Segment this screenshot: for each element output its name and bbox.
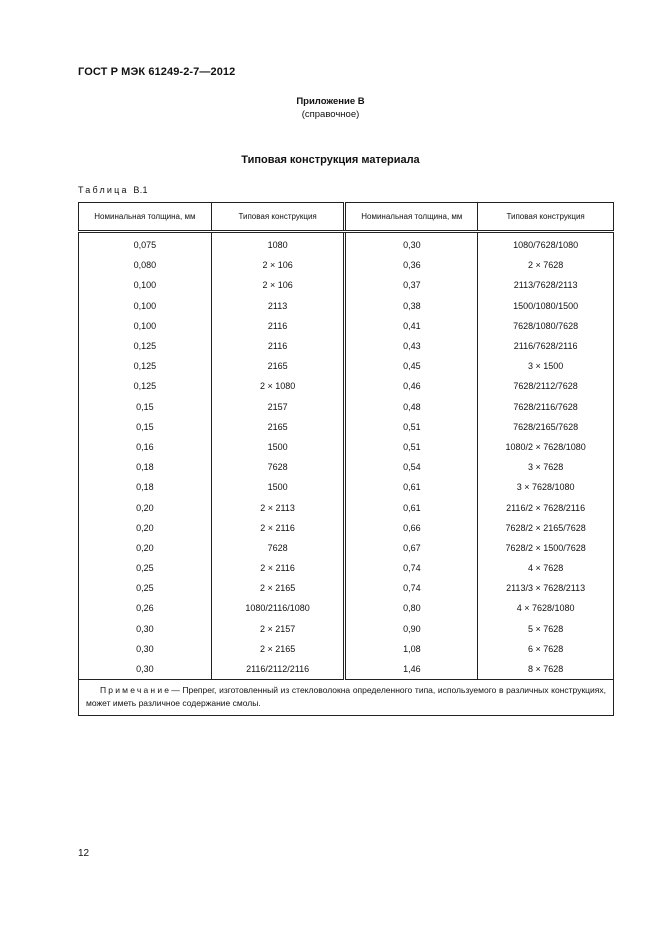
table-row — [79, 255, 614, 275]
table-row — [79, 578, 614, 598]
table-row — [79, 659, 614, 680]
table-body — [79, 232, 614, 716]
table-cell: 1500 — [211, 437, 345, 457]
table-row — [79, 437, 614, 457]
table-cell: 0,43 — [345, 336, 478, 356]
table-row — [79, 356, 614, 376]
table-row — [79, 598, 614, 618]
table-cell: 0,74 — [345, 578, 478, 598]
thickness-table — [78, 202, 614, 716]
table-note — [79, 680, 614, 716]
table-cell: 1,46 — [345, 659, 478, 680]
table-row — [79, 275, 614, 295]
table-cell: 7628/2165/7628 — [478, 417, 614, 437]
table-cell: 0,20 — [79, 497, 212, 517]
table-cell: 0,075 — [79, 232, 212, 256]
table-caption — [78, 185, 148, 195]
table-cell: 0,100 — [79, 296, 212, 316]
annex-type: (справочное) — [301, 109, 360, 120]
table-cell: 7628/2 × 2165/7628 — [478, 518, 614, 538]
table-cell: 0,080 — [79, 255, 212, 275]
table-row — [79, 296, 614, 316]
page-title: Типовая конструкция материала — [241, 154, 420, 166]
table-cell: 2116/2 × 7628/2116 — [478, 497, 614, 517]
table-row — [79, 538, 614, 558]
column-header: Номинальная толщина, мм — [345, 203, 478, 232]
table-cell: 2165 — [211, 356, 345, 376]
table-cell: 1080/2 × 7628/1080 — [478, 437, 614, 457]
table-cell: 0,125 — [79, 356, 212, 376]
table-cell: 2 × 2165 — [211, 578, 345, 598]
table-row — [79, 417, 614, 437]
table-cell: 2 × 2157 — [211, 619, 345, 639]
table-row — [79, 376, 614, 396]
table-cell: 0,45 — [345, 356, 478, 376]
table-row — [79, 232, 614, 256]
note-label: Примечание — [100, 685, 172, 696]
table-cell: 2165 — [211, 417, 345, 437]
table-cell: 0,80 — [345, 598, 478, 618]
table-cell: 0,16 — [79, 437, 212, 457]
table-cell: 0,25 — [79, 578, 212, 598]
table-cell: 2 × 7628 — [478, 255, 614, 275]
table-cell: 3 × 7628/1080 — [478, 477, 614, 497]
table-cell: 8 × 7628 — [478, 659, 614, 680]
table-cell: 2113 — [211, 296, 345, 316]
annex-title: Приложение В — [296, 96, 365, 107]
table-cell: 0,61 — [345, 497, 478, 517]
table-row — [79, 639, 614, 659]
table-cell: 1080 — [211, 232, 345, 256]
table-cell: 2 × 106 — [211, 255, 345, 275]
table-cell: 0,74 — [345, 558, 478, 578]
note-text: — Препрег, изготовленный из стекловолокна определенного типа, используемого в различных конструкциях, может иметь различное содержание смолы. — [86, 685, 606, 709]
table-note-row — [79, 680, 614, 716]
table-row — [79, 619, 614, 639]
column-header: Номинальная толщина, мм — [79, 203, 212, 232]
table-cell: 0,51 — [345, 417, 478, 437]
table-cell: 0,20 — [79, 518, 212, 538]
table-row — [79, 558, 614, 578]
table-cell: 1,08 — [345, 639, 478, 659]
table-row — [79, 477, 614, 497]
table-cell: 4 × 7628/1080 — [478, 598, 614, 618]
table-cell: 2116 — [211, 336, 345, 356]
table-cell: 0,46 — [345, 376, 478, 396]
table-cell: 0,125 — [79, 336, 212, 356]
table-cell: 0,30 — [345, 232, 478, 256]
table-cell: 7628 — [211, 538, 345, 558]
table-cell: 0,51 — [345, 437, 478, 457]
table-cell: 0,90 — [345, 619, 478, 639]
table-cell: 2113/7628/2113 — [478, 275, 614, 295]
table-cell: 1080/2116/1080 — [211, 598, 345, 618]
table-cell: 0,61 — [345, 477, 478, 497]
table-cell: 2113/3 × 7628/2113 — [478, 578, 614, 598]
table-cell: 2116 — [211, 316, 345, 336]
table-cell: 1080/7628/1080 — [478, 232, 614, 256]
table-cell: 2 × 2165 — [211, 639, 345, 659]
table-row — [79, 397, 614, 417]
annex-heading — [0, 95, 661, 121]
table-cell: 1500/1080/1500 — [478, 296, 614, 316]
table-header-row — [79, 203, 614, 232]
table-cell: 7628/2 × 1500/7628 — [478, 538, 614, 558]
table-row — [79, 497, 614, 517]
table-cell: 2 × 2116 — [211, 558, 345, 578]
table-cell: 0,41 — [345, 316, 478, 336]
table-cell: 0,100 — [79, 275, 212, 295]
table-cell: 0,15 — [79, 397, 212, 417]
table-row — [79, 518, 614, 538]
table-cell: 3 × 7628 — [478, 457, 614, 477]
table-cell: 0,18 — [79, 477, 212, 497]
table-row — [79, 336, 614, 356]
table-cell: 3 × 1500 — [478, 356, 614, 376]
table-cell: 7628/1080/7628 — [478, 316, 614, 336]
table-cell: 2 × 1080 — [211, 376, 345, 396]
table-row — [79, 316, 614, 336]
column-header: Типовая конструкция — [478, 203, 614, 232]
table-cell: 7628 — [211, 457, 345, 477]
table-caption-number: В.1 — [133, 185, 148, 195]
table-cell: 0,20 — [79, 538, 212, 558]
table-cell: 2 × 2113 — [211, 497, 345, 517]
table-cell: 0,30 — [79, 619, 212, 639]
page-number: 12 — [78, 848, 90, 859]
table-cell: 0,67 — [345, 538, 478, 558]
table-cell: 1500 — [211, 477, 345, 497]
table-cell: 7628/2112/7628 — [478, 376, 614, 396]
table-cell: 2157 — [211, 397, 345, 417]
table-cell: 2116/2112/2116 — [211, 659, 345, 680]
table-cell: 2116/7628/2116 — [478, 336, 614, 356]
table-cell: 0,25 — [79, 558, 212, 578]
table-cell: 0,48 — [345, 397, 478, 417]
table-cell: 0,37 — [345, 275, 478, 295]
table-cell: 0,38 — [345, 296, 478, 316]
table-cell: 0,30 — [79, 659, 212, 680]
table-row — [79, 457, 614, 477]
table-cell: 0,36 — [345, 255, 478, 275]
table-cell: 0,18 — [79, 457, 212, 477]
table-cell: 0,54 — [345, 457, 478, 477]
table-cell: 0,30 — [79, 639, 212, 659]
table-cell: 5 × 7628 — [478, 619, 614, 639]
table-cell: 0,15 — [79, 417, 212, 437]
table-cell: 0,66 — [345, 518, 478, 538]
table-cell: 2 × 2116 — [211, 518, 345, 538]
table-cell: 7628/2116/7628 — [478, 397, 614, 417]
table-caption-label: Таблица — [78, 185, 129, 195]
table-cell: 4 × 7628 — [478, 558, 614, 578]
table-cell: 6 × 7628 — [478, 639, 614, 659]
table-cell: 0,125 — [79, 376, 212, 396]
table-cell: 0,26 — [79, 598, 212, 618]
table-cell: 2 × 106 — [211, 275, 345, 295]
column-header: Типовая конструкция — [211, 203, 345, 232]
table-cell: 0,100 — [79, 316, 212, 336]
standard-code: ГОСТ Р МЭК 61249-2-7—2012 — [78, 66, 236, 78]
